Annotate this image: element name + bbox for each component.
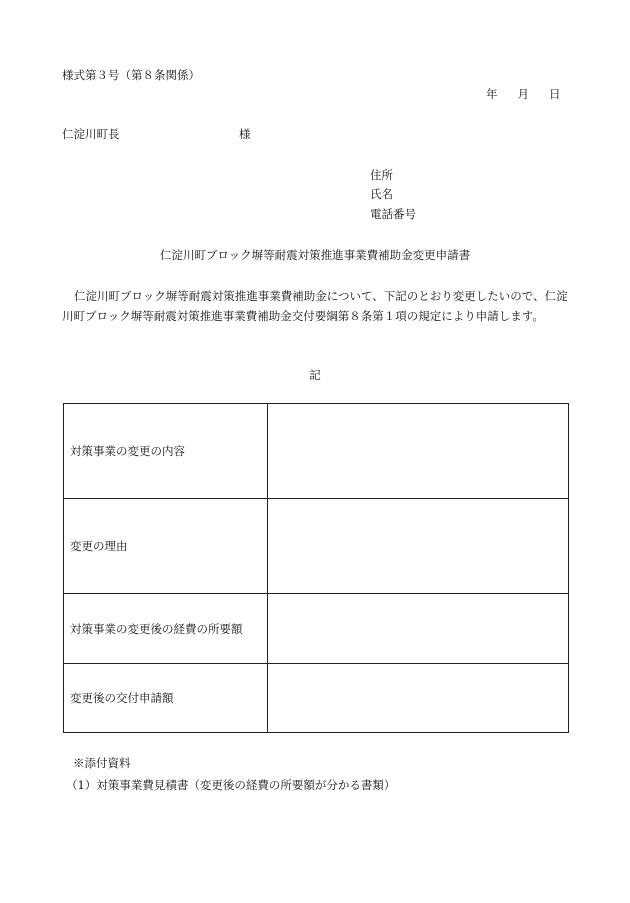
date-month-label: 月 [517, 87, 529, 101]
table-row [64, 499, 569, 594]
table-row [64, 664, 569, 733]
attachment-item: （1）対策事業費見積書（変更後の経費の所要額が分かる書類） [66, 778, 396, 792]
document-title: 仁淀川町ブロック塀等耐震対策推進事業費補助金変更申請書 [159, 248, 471, 262]
ki-heading: 記 [309, 368, 321, 382]
table-row [64, 404, 569, 499]
row-label: 変更後の交付申請額 [64, 664, 268, 733]
date-line [486, 86, 561, 102]
table-row [64, 594, 569, 664]
applicant-phone-label: 電話番号 [370, 207, 416, 221]
body-text: 仁淀川町ブロック塀等耐震対策推進事業費補助金について、下記のとおり変更したいので、仁淀川町ブロック塀等耐震対策推進事業費補助金交付要綱第８条第１項の規定により申請します。 [62, 289, 568, 323]
row-value-cell[interactable] [268, 499, 569, 594]
detail-table [63, 403, 569, 733]
applicant-name-label: 氏名 [370, 187, 393, 201]
row-label: 変更の理由 [64, 499, 268, 594]
attachments-heading: ※添付資料 [73, 756, 131, 770]
row-value-cell[interactable] [268, 594, 569, 664]
form-number: 様式第３号（第８条関係） [62, 68, 200, 82]
addressee [62, 126, 251, 142]
addressee-honorific: 様 [239, 127, 251, 141]
date-day-label: 日 [549, 87, 561, 101]
row-value-cell[interactable] [268, 664, 569, 733]
date-year-label: 年 [486, 87, 498, 101]
row-label: 対策事業の変更の内容 [64, 404, 268, 499]
row-value-cell[interactable] [268, 404, 569, 499]
addressee-name: 仁淀川町長 [62, 127, 120, 141]
applicant-address-label: 住所 [370, 168, 393, 182]
row-label: 対策事業の変更後の経費の所要額 [64, 594, 268, 664]
